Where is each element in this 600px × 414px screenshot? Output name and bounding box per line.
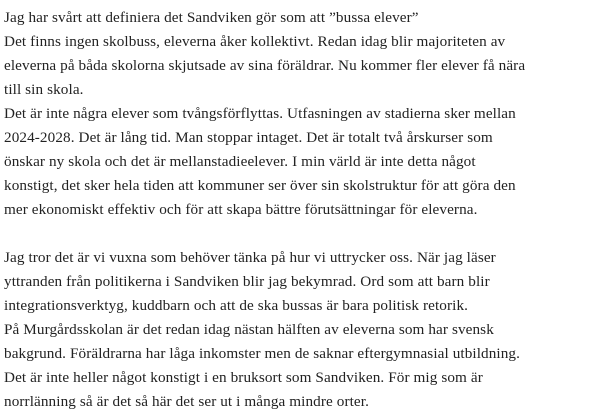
text-line: mer ekonomiskt effektiv och för att skapa bättre förutsättningar för eleverna.	[4, 201, 478, 218]
text-line: 2024-2028. Det är lång tid. Man stoppar intaget. Det är totalt två årskurser som	[4, 129, 493, 146]
text-line: Jag har svårt att definiera det Sandviken gör som att ”bussa elever”	[4, 9, 419, 26]
text-line: konstigt, det sker hela tiden att kommuner ser över sin skolstruktur för att göra den	[4, 177, 516, 194]
text-line: Jag tror det är vi vuxna som behöver tänka på hur vi uttrycker oss. När jag läser	[4, 249, 496, 266]
text-line: Det finns ingen skolbuss, eleverna åker kollektivt. Redan idag blir majoriteten av	[4, 33, 506, 50]
text-line: På Murgårdsskolan är det redan idag nästan hälften av eleverna som har svensk	[4, 321, 494, 338]
text-line: norrlänning så är det så här det ser ut i många mindre orter.	[4, 393, 369, 410]
text-line: Det är inte heller något konstigt i en bruksort som Sandviken. För mig som är	[4, 369, 483, 386]
text-line: Det är inte några elever som tvångsförflyttas. Utfasningen av stadierna sker mellan	[4, 105, 516, 122]
text-line: yttranden från politikerna i Sandviken blir jag bekymrad. Ord som att barn blir	[4, 273, 490, 290]
article-body	[4, 6, 594, 414]
text-line: eleverna på båda skolorna skjutsade av sina föräldrar. Nu kommer fler elever få nära	[4, 57, 526, 74]
text-line: till sin skola.	[4, 81, 84, 98]
paragraph-spacer	[4, 222, 594, 246]
paragraph-1	[4, 6, 594, 222]
text-line: integrationsverktyg, kuddbarn och att de ska bussas är bara politisk retorik.	[4, 297, 469, 314]
text-line: önskar ny skola och det är mellanstadieelever. I min värld är inte detta något	[4, 153, 476, 170]
text-line: bakgrund. Föräldrarna har låga inkomster men de saknar eftergymnasial utbildning.	[4, 345, 521, 362]
paragraph-2	[4, 246, 594, 414]
